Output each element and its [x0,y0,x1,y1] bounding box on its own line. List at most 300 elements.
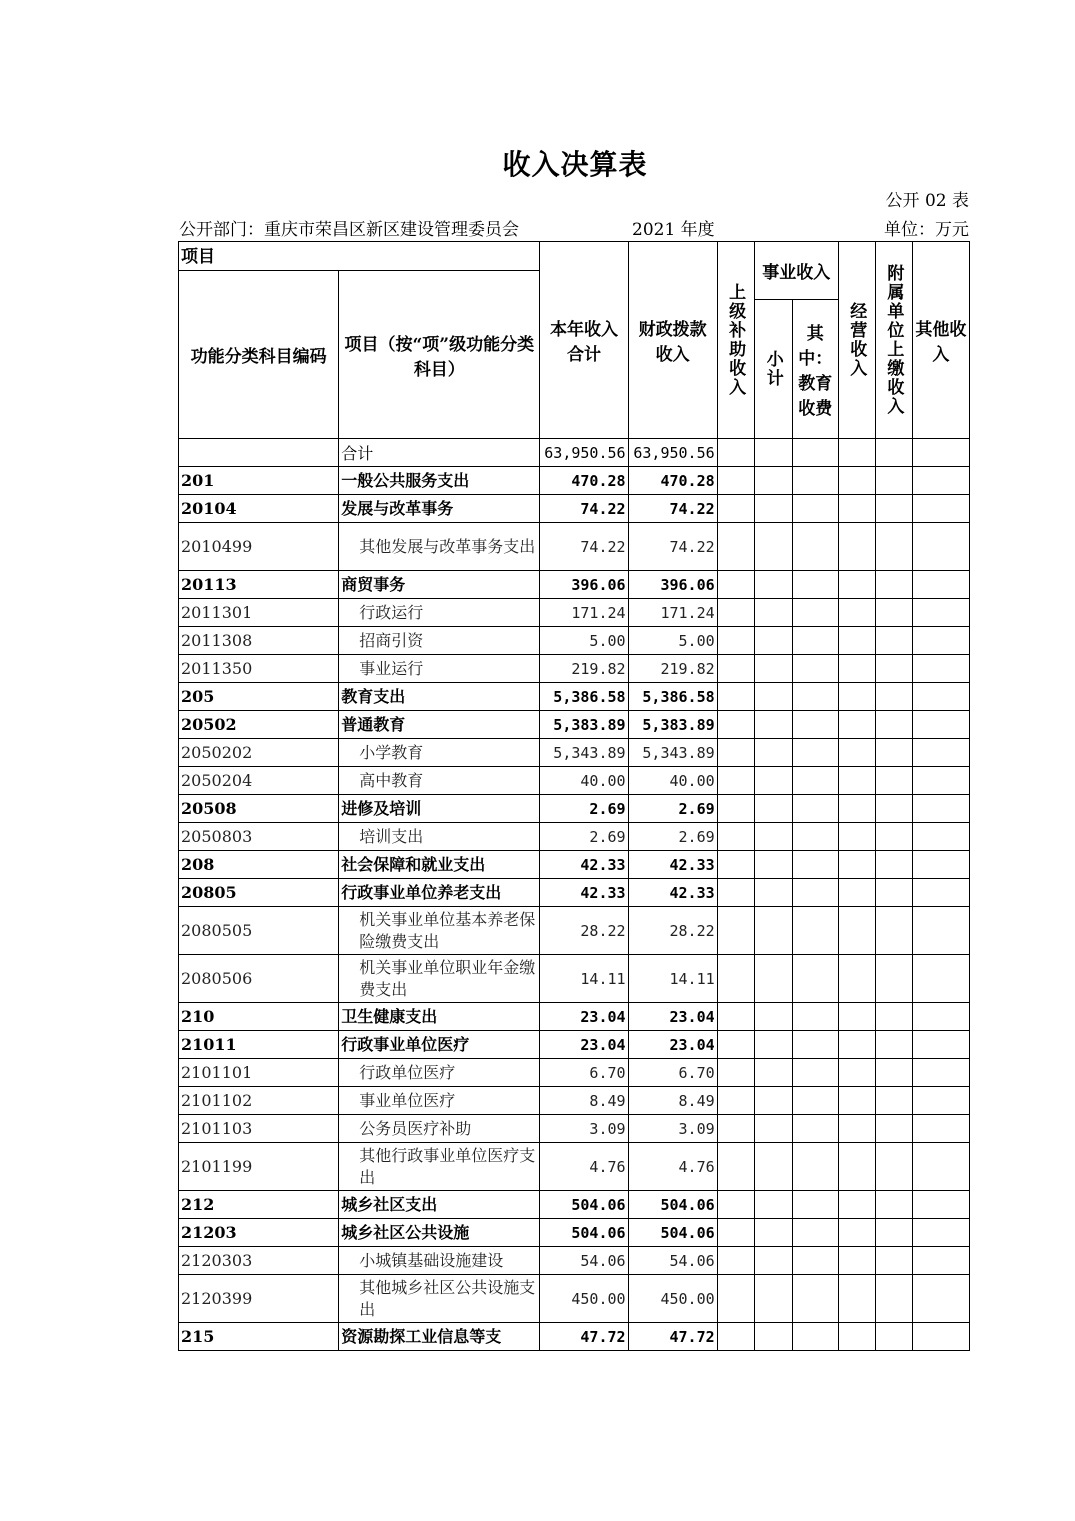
header-subtotal: 小计 [754,300,792,439]
row-empty-cell [792,1219,838,1247]
total-row [179,439,970,467]
unit-label: 单位：万元 [884,220,969,240]
row-code: 2080505 [179,907,339,955]
row-empty-cell [838,683,875,711]
row-empty-cell [838,823,875,851]
row-name: 城乡社区支出 [339,1191,540,1219]
row-code: 2080506 [179,955,339,1003]
row-empty-cell [717,1247,754,1275]
header-name: 项目（按“项”级功能分类科目） [339,271,540,439]
row-empty-cell [912,907,969,955]
row-empty-cell [792,683,838,711]
row-empty-cell [754,655,792,683]
table-row [179,627,970,655]
row-empty-cell [792,1247,838,1275]
row-code: 2050803 [179,823,339,851]
row-fiscal: 74.22 [628,523,717,571]
table-row [179,495,970,523]
row-empty-cell [754,571,792,599]
row-code: 20502 [179,711,339,739]
table-row [179,1323,970,1351]
row-total: 470.28 [540,467,628,495]
row-empty-cell [912,879,969,907]
row-empty-cell [875,1003,912,1031]
row-empty-cell [912,739,969,767]
row-empty-cell [838,955,875,1003]
header-total: 本年收入合计 [540,242,628,439]
row-total: 219.82 [540,655,628,683]
row-name: 教育支出 [339,683,540,711]
row-empty-cell [792,571,838,599]
row-empty-cell [754,851,792,879]
row-total: 42.33 [540,851,628,879]
row-empty-cell [754,767,792,795]
row-empty-cell [792,1323,838,1351]
row-empty-cell [754,683,792,711]
row-empty-cell [912,1247,969,1275]
row-empty-cell [717,739,754,767]
row-empty-cell [717,467,754,495]
row-empty-cell [912,571,969,599]
row-fiscal: 3.09 [628,1115,717,1143]
row-fiscal: 8.49 [628,1087,717,1115]
row-fiscal: 470.28 [628,467,717,495]
row-empty-cell [717,1191,754,1219]
row-empty-cell [754,523,792,571]
row-empty-cell [838,1087,875,1115]
row-fiscal: 2.69 [628,795,717,823]
row-empty-cell [912,599,969,627]
row-empty-cell [792,1003,838,1031]
table-row [179,1143,970,1191]
row-name: 社会保障和就业支出 [339,851,540,879]
row-code: 2101102 [179,1087,339,1115]
row-fiscal: 171.24 [628,599,717,627]
total-fiscal: 63,950.56 [628,439,717,467]
row-empty-cell [838,1115,875,1143]
row-empty-cell [875,739,912,767]
table-row [179,1275,970,1323]
table-row [179,599,970,627]
row-name: 行政运行 [339,599,540,627]
table-row [179,523,970,571]
row-empty-cell [717,1087,754,1115]
row-empty-cell [792,1031,838,1059]
row-empty-cell [754,795,792,823]
row-empty-cell [875,711,912,739]
row-empty-cell [875,571,912,599]
row-code: 201 [179,467,339,495]
table-row [179,467,970,495]
table-row [179,1031,970,1059]
header-business: 经营收入 [838,242,875,439]
row-code: 2050202 [179,739,339,767]
row-empty-cell [717,1031,754,1059]
row-empty-cell [792,1087,838,1115]
income-table [178,241,970,1351]
row-empty-cell [912,955,969,1003]
row-empty-cell [754,1087,792,1115]
row-empty-cell [838,1191,875,1219]
row-empty-cell [838,523,875,571]
row-empty-cell [912,1323,969,1351]
row-empty-cell [875,1219,912,1247]
row-empty-cell [912,1143,969,1191]
row-empty-cell [754,823,792,851]
row-empty-cell [717,1115,754,1143]
row-empty-cell [838,711,875,739]
row-empty-cell [717,1003,754,1031]
row-empty-cell [717,1323,754,1351]
row-empty-cell [792,523,838,571]
row-empty-cell [792,907,838,955]
row-empty-cell [754,1059,792,1087]
row-empty-cell [838,599,875,627]
header-other: 其他收入 [912,242,969,439]
row-empty-cell [792,767,838,795]
header-project: 项目 [179,242,540,271]
row-empty-cell [754,711,792,739]
row-fiscal: 14.11 [628,955,717,1003]
row-total: 6.70 [540,1059,628,1087]
row-name: 行政事业单位医疗 [339,1031,540,1059]
row-empty-cell [838,907,875,955]
header-career: 事业收入 [754,242,838,300]
row-code: 20508 [179,795,339,823]
row-empty-cell [875,1143,912,1191]
row-empty-cell [792,711,838,739]
row-total: 42.33 [540,879,628,907]
row-empty-cell [838,795,875,823]
row-name: 一般公共服务支出 [339,467,540,495]
row-empty-cell [838,467,875,495]
row-empty-cell [717,907,754,955]
row-empty-cell [717,823,754,851]
row-empty-cell [875,1087,912,1115]
row-empty-cell [792,739,838,767]
table-row [179,879,970,907]
row-empty-cell [754,739,792,767]
row-empty-cell [838,1247,875,1275]
row-empty-cell [875,1059,912,1087]
row-name: 发展与改革事务 [339,495,540,523]
row-total: 5.00 [540,627,628,655]
row-name: 行政事业单位养老支出 [339,879,540,907]
row-code: 21203 [179,1219,339,1247]
row-fiscal: 42.33 [628,851,717,879]
row-empty-cell [912,683,969,711]
row-code: 2120399 [179,1275,339,1323]
row-name: 机关事业单位基本养老保险缴费支出 [339,907,540,955]
row-empty-cell [838,851,875,879]
row-empty-cell [912,851,969,879]
row-total: 14.11 [540,955,628,1003]
row-empty-cell [754,1191,792,1219]
row-empty-cell [838,1059,875,1087]
row-name: 卫生健康支出 [339,1003,540,1031]
row-name: 小学教育 [339,739,540,767]
total-code [179,439,339,467]
row-code: 205 [179,683,339,711]
row-fiscal: 504.06 [628,1219,717,1247]
row-code: 210 [179,1003,339,1031]
row-empty-cell [754,627,792,655]
table-row [179,711,970,739]
row-fiscal: 74.22 [628,495,717,523]
table-row [179,1191,970,1219]
row-empty-cell [717,711,754,739]
row-empty-cell [717,627,754,655]
row-code: 2011301 [179,599,339,627]
row-fiscal: 42.33 [628,879,717,907]
row-code: 2011308 [179,627,339,655]
row-total: 47.72 [540,1323,628,1351]
row-total: 5,343.89 [540,739,628,767]
row-empty-cell [754,599,792,627]
row-fiscal: 47.72 [628,1323,717,1351]
row-code: 2120303 [179,1247,339,1275]
row-name: 城乡社区公共设施 [339,1219,540,1247]
table-row [179,907,970,955]
row-empty-cell [875,655,912,683]
row-empty-cell [754,1115,792,1143]
table-row [179,1115,970,1143]
row-empty-cell [717,599,754,627]
row-empty-cell [875,767,912,795]
row-empty-cell [875,1191,912,1219]
row-empty-cell [838,655,875,683]
row-empty-cell [912,1087,969,1115]
row-name: 行政单位医疗 [339,1059,540,1087]
row-name: 资源勘探工业信息等支 [339,1323,540,1351]
row-fiscal: 504.06 [628,1191,717,1219]
table-row [179,739,970,767]
row-empty-cell [875,1031,912,1059]
row-empty-cell [875,599,912,627]
row-name: 其他城乡社区公共设施支出 [339,1275,540,1323]
row-empty-cell [792,599,838,627]
row-empty-cell [792,1115,838,1143]
row-empty-cell [875,495,912,523]
row-empty-cell [717,851,754,879]
department-label: 公开部门：重庆市荣昌区新区建设管理委员会 [179,220,519,240]
row-fiscal: 396.06 [628,571,717,599]
row-total: 74.22 [540,523,628,571]
row-empty-cell [912,711,969,739]
row-name: 高中教育 [339,767,540,795]
row-code: 2101199 [179,1143,339,1191]
table-row [179,1003,970,1031]
row-fiscal: 2.69 [628,823,717,851]
row-empty-cell [792,1191,838,1219]
row-empty-cell [717,571,754,599]
table-row [179,1059,970,1087]
row-name: 培训支出 [339,823,540,851]
row-fiscal: 6.70 [628,1059,717,1087]
row-empty-cell [912,495,969,523]
row-empty-cell [717,655,754,683]
row-code: 21011 [179,1031,339,1059]
row-fiscal: 23.04 [628,1003,717,1031]
row-empty-cell [754,955,792,1003]
row-empty-cell [838,767,875,795]
table-row [179,1247,970,1275]
row-fiscal: 5,386.58 [628,683,717,711]
row-empty-cell [838,495,875,523]
row-fiscal: 219.82 [628,655,717,683]
row-empty-cell [912,627,969,655]
row-total: 40.00 [540,767,628,795]
row-total: 8.49 [540,1087,628,1115]
row-empty-cell [875,1323,912,1351]
row-empty-cell [912,1191,969,1219]
row-empty-cell [792,1275,838,1323]
row-empty-cell [838,1031,875,1059]
row-name: 其他行政事业单位医疗支出 [339,1143,540,1191]
row-code: 2010499 [179,523,339,571]
row-empty-cell [875,1247,912,1275]
header-code: 功能分类科目编码 [179,271,339,439]
row-empty-cell [912,1219,969,1247]
row-empty-cell [912,655,969,683]
row-empty-cell [717,1219,754,1247]
row-empty-cell [717,1275,754,1323]
year-label: 2021 年度 [632,220,715,240]
row-fiscal: 5,343.89 [628,739,717,767]
row-empty-cell [717,683,754,711]
row-empty-cell [792,655,838,683]
row-total: 28.22 [540,907,628,955]
row-empty-cell [754,1275,792,1323]
row-code: 20104 [179,495,339,523]
row-empty-cell [875,1115,912,1143]
row-empty-cell [838,879,875,907]
row-empty-cell [912,467,969,495]
row-empty-cell [838,739,875,767]
row-total: 3.09 [540,1115,628,1143]
row-empty-cell [912,1275,969,1323]
header-fiscal: 财政拨款收入 [628,242,717,439]
row-empty-cell [754,1323,792,1351]
row-code: 20805 [179,879,339,907]
row-fiscal: 40.00 [628,767,717,795]
row-name: 招商引资 [339,627,540,655]
row-empty-cell [792,627,838,655]
row-name: 进修及培训 [339,795,540,823]
row-fiscal: 5.00 [628,627,717,655]
total-label: 合计 [339,439,540,467]
header-superior: 上级补助收入 [717,242,754,439]
row-empty-cell [912,1031,969,1059]
row-empty-cell [792,851,838,879]
row-empty-cell [754,495,792,523]
row-empty-cell [912,823,969,851]
row-fiscal: 28.22 [628,907,717,955]
row-total: 2.69 [540,823,628,851]
row-empty-cell [838,1219,875,1247]
row-name: 普通教育 [339,711,540,739]
row-empty-cell [754,879,792,907]
table-row [179,795,970,823]
page-title: 收入决算表 [502,148,648,181]
row-empty-cell [912,523,969,571]
row-total: 74.22 [540,495,628,523]
row-empty-cell [838,1323,875,1351]
row-total: 171.24 [540,599,628,627]
row-name: 机关事业单位职业年金缴费支出 [339,955,540,1003]
row-empty-cell [754,1219,792,1247]
row-name: 事业单位医疗 [339,1087,540,1115]
row-empty-cell [875,907,912,955]
row-empty-cell [912,1115,969,1143]
table-row [179,823,970,851]
row-empty-cell [875,851,912,879]
row-empty-cell [717,495,754,523]
row-empty-cell [838,1275,875,1323]
row-empty-cell [792,1059,838,1087]
row-empty-cell [792,1143,838,1191]
table-row [179,655,970,683]
row-code: 212 [179,1191,339,1219]
row-empty-cell [912,767,969,795]
row-empty-cell [754,1247,792,1275]
row-empty-cell [912,1003,969,1031]
row-empty-cell [792,955,838,1003]
table-row [179,1087,970,1115]
row-empty-cell [717,523,754,571]
row-empty-cell [792,879,838,907]
row-fiscal: 54.06 [628,1247,717,1275]
row-empty-cell [912,795,969,823]
row-name: 事业运行 [339,655,540,683]
row-name: 小城镇基础设施建设 [339,1247,540,1275]
row-name: 商贸事务 [339,571,540,599]
row-empty-cell [717,879,754,907]
meta-line [179,215,969,239]
row-code: 20113 [179,571,339,599]
table-number: 公开 02 表 [885,191,969,211]
row-empty-cell [912,1059,969,1087]
row-code: 2050204 [179,767,339,795]
row-empty-cell [717,1059,754,1087]
row-empty-cell [792,495,838,523]
row-empty-cell [875,523,912,571]
row-empty-cell [838,1003,875,1031]
row-empty-cell [875,467,912,495]
row-empty-cell [875,1275,912,1323]
table-row [179,955,970,1003]
table-row [179,1219,970,1247]
row-code: 2101103 [179,1115,339,1143]
row-empty-cell [875,683,912,711]
row-empty-cell [717,955,754,1003]
row-fiscal: 4.76 [628,1143,717,1191]
row-empty-cell [792,467,838,495]
table-row [179,767,970,795]
row-empty-cell [838,571,875,599]
row-code: 215 [179,1323,339,1351]
row-empty-cell [792,823,838,851]
row-empty-cell [875,955,912,1003]
row-name: 其他发展与改革事务支出 [339,523,540,571]
table-row [179,683,970,711]
row-empty-cell [875,627,912,655]
row-total: 54.06 [540,1247,628,1275]
row-total: 5,386.58 [540,683,628,711]
row-total: 23.04 [540,1003,628,1031]
row-empty-cell [875,795,912,823]
row-fiscal: 23.04 [628,1031,717,1059]
